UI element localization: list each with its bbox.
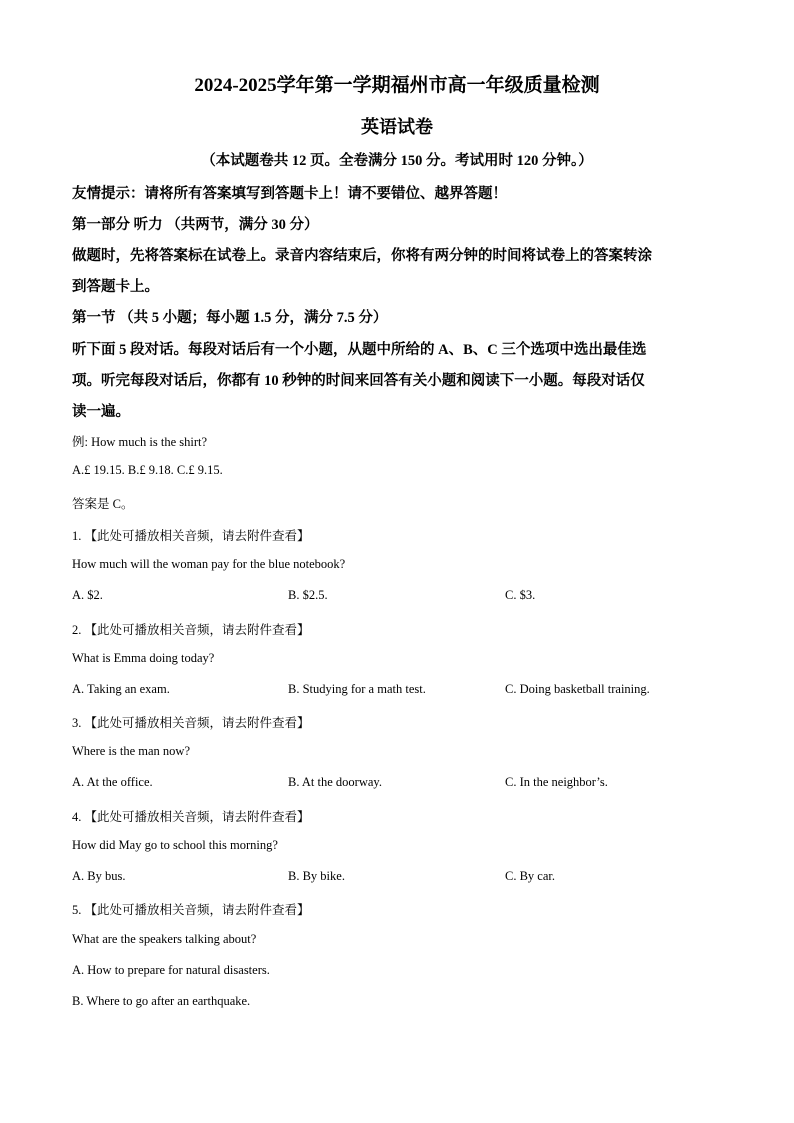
part1-instruction-line1: 做题时，先将答案标在试卷上。录音内容结束后，你将有两分钟的时间将试卷上的答案转涂 xyxy=(72,248,652,264)
question-1-text: How much will the woman pay for the blue notebook? xyxy=(72,557,346,571)
question-4-option-a: A. By bus. xyxy=(72,869,126,883)
part1-instruction-line2: 到答题卡上。 xyxy=(72,279,159,295)
exam-note: （本试题卷共 12 页。全卷满分 150 分。考试用时 120 分钟。） xyxy=(201,153,593,169)
question-2-option-c: C. Doing basketball training. xyxy=(505,682,650,696)
exam-subtitle: 英语试卷 xyxy=(361,117,433,137)
section1-instruction-line2: 项。听完每段对话后，你都有 10 秒钟的时间来回答有关小题和阅读下一小题。每段对话仅 xyxy=(72,373,645,389)
question-3-option-b: B. At the doorway. xyxy=(288,775,382,789)
example-options: A.£ 19.15. B.£ 9.18. C.£ 9.15. xyxy=(72,463,223,477)
question-2-option-a: A. Taking an exam. xyxy=(72,682,170,696)
exam-title: 2024-2025学年第一学期福州市高一年级质量检测 xyxy=(194,75,600,96)
question-1-prompt: 1. 【此处可播放相关音频，请去附件查看】 xyxy=(72,529,310,543)
part1-heading: 第一部分 听力 （共两节，满分 30 分） xyxy=(72,217,319,233)
question-4-option-b: B. By bike. xyxy=(288,869,345,883)
question-5-option-a: A. How to prepare for natural disasters. xyxy=(72,963,270,977)
section1-instruction-line3: 读一遍。 xyxy=(72,404,130,420)
section1-heading: 第一节 （共 5 小题；每小题 1.5 分，满分 7.5 分） xyxy=(72,310,388,326)
question-4-text: How did May go to school this morning? xyxy=(72,838,278,852)
question-1-option-b: B. $2.5. xyxy=(288,588,328,602)
question-1-option-a: A. $2. xyxy=(72,588,103,602)
question-5-option-b: B. Where to go after an earthquake. xyxy=(72,994,251,1008)
question-2-text: What is Emma doing today? xyxy=(72,651,215,665)
question-2-prompt: 2. 【此处可播放相关音频，请去附件查看】 xyxy=(72,623,310,637)
question-2-option-b: B. Studying for a math test. xyxy=(288,682,426,696)
example-question: 例: How much is the shirt? xyxy=(72,435,208,449)
section1-instruction-line1: 听下面 5 段对话。每段对话后有一个小题，从题中所给的 A、B、C 三个选项中选出最佳选 xyxy=(72,342,647,358)
question-3-option-c: C. In the neighbor’s. xyxy=(505,775,608,789)
reminder: 友情提示：请将所有答案填写到答题卡上！请不要错位、越界答题！ xyxy=(72,186,507,202)
question-5-prompt: 5. 【此处可播放相关音频，请去附件查看】 xyxy=(72,903,310,917)
question-3-text: Where is the man now? xyxy=(72,744,191,758)
question-3-prompt: 3. 【此处可播放相关音频，请去附件查看】 xyxy=(72,716,310,730)
example-answer: 答案是 C。 xyxy=(72,497,134,511)
question-4-option-c: C. By car. xyxy=(505,869,555,883)
question-4-prompt: 4. 【此处可播放相关音频，请去附件查看】 xyxy=(72,810,310,824)
question-5-text: What are the speakers talking about? xyxy=(72,932,257,946)
question-3-option-a: A. At the office. xyxy=(72,775,153,789)
question-1-option-c: C. $3. xyxy=(505,588,536,602)
